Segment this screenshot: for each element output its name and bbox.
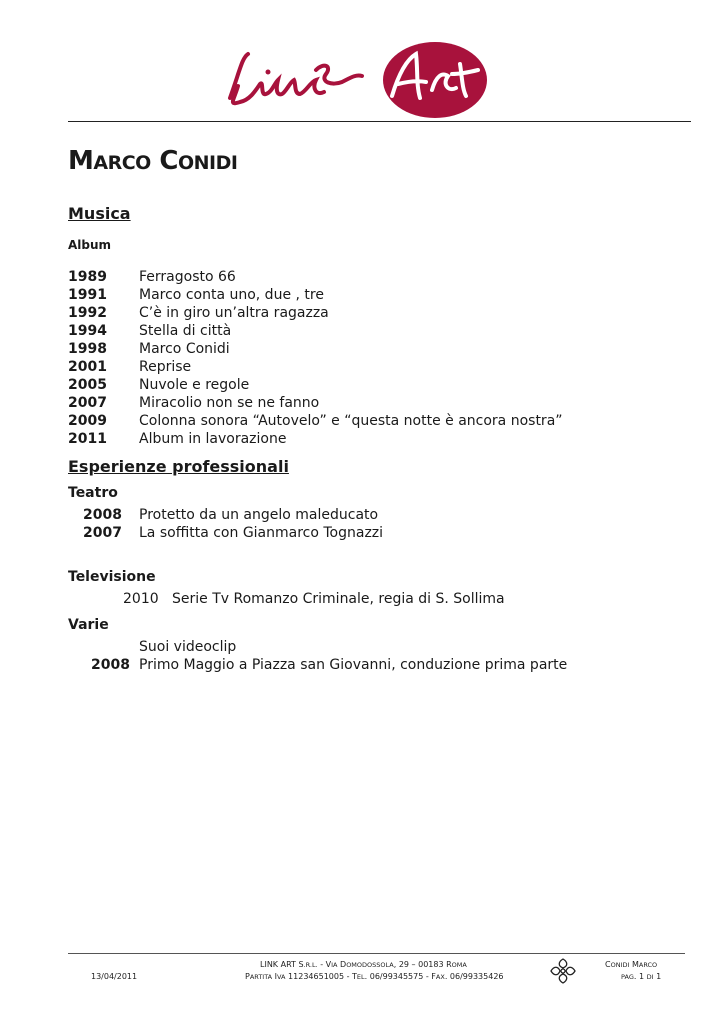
subheading-varie: Varie: [68, 617, 109, 633]
link-art-logo: [220, 40, 490, 122]
album-label: Album: [68, 238, 112, 252]
footer-author: CONIDI MARCO: [605, 960, 658, 969]
section-heading-musica: Musica: [68, 204, 131, 223]
subheading-teatro: Teatro: [68, 485, 118, 501]
header-divider: [68, 121, 691, 122]
decorative-ornament-icon: [548, 956, 578, 986]
logo-link-script: [230, 54, 362, 103]
footer-fiscal-line: PARTITA IVA 11234651005 - TEL. 06/99345575 - FAX. 06/99335426: [245, 972, 504, 981]
footer-page-number: PAG. 1 DI 1: [621, 972, 662, 981]
subheading-televisione: Televisione: [68, 569, 156, 585]
page-title: MARCO CONIDI: [68, 146, 238, 176]
footer-divider: [68, 953, 685, 954]
footer-address-line: LINK ART S.R.L. - VIA DOMODOSSOLA, 29 – 00183 ROMA: [260, 960, 467, 969]
section-heading-esperienze: Esperienze professionali: [68, 457, 289, 476]
footer-date: 13/04/2011: [91, 972, 138, 981]
